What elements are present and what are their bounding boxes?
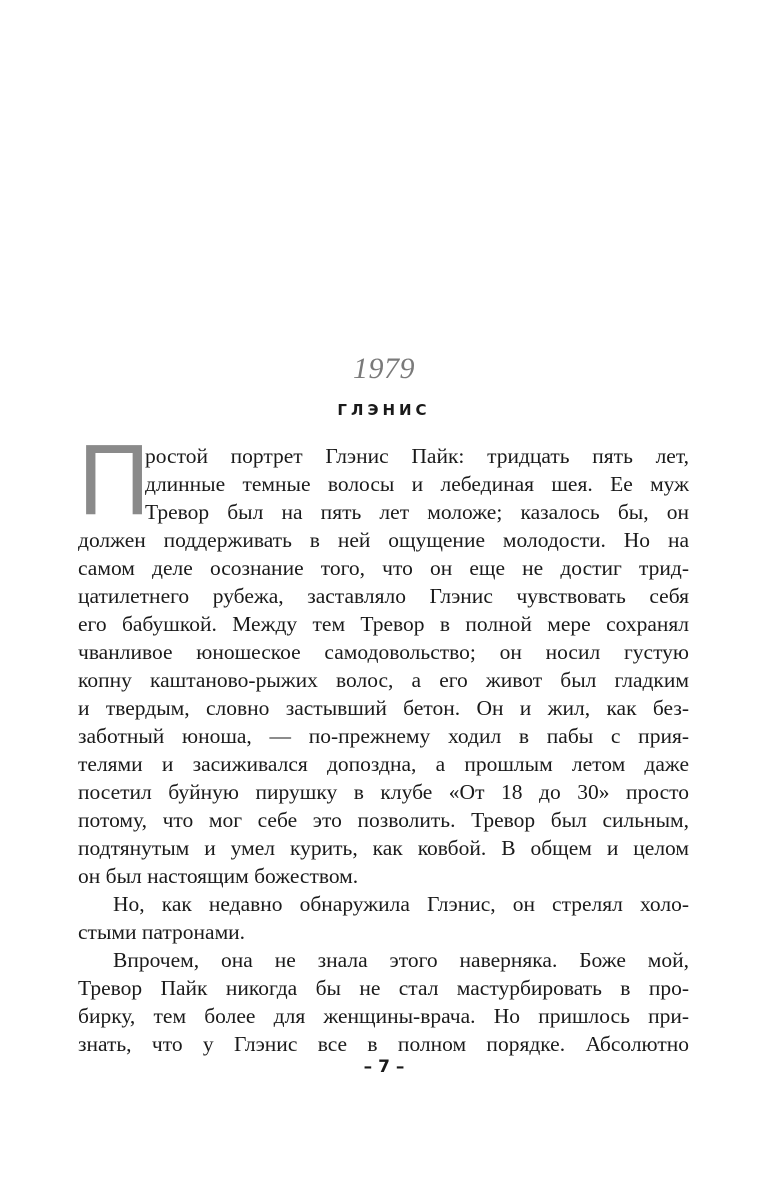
text-line: его бабушкой. Между тем Тревор в полной мере сохранял bbox=[78, 612, 689, 636]
text-line: длинные темные волосы и лебединая шея. Ее муж bbox=[145, 472, 689, 496]
text-line: цатилетнего рубежа, заставляло Глэнис чувствовать себя bbox=[78, 584, 689, 608]
text-line: копну каштаново-рыжих волос, а его живот был гладким bbox=[78, 668, 689, 692]
text-line: Тревор Пайк никогда бы не стал мастурбировать в про- bbox=[78, 976, 689, 1000]
text-line: посетил буйную пирушку в клубе «От 18 до 30» просто bbox=[78, 780, 689, 804]
text-line: телями и засиживался допоздна, а прошлым летом даже bbox=[78, 752, 689, 776]
text-line: и твердым, словно застывший бетон. Он и жил, как без- bbox=[78, 696, 689, 720]
text-line: заботный юноша, — по-прежнему ходил в пабы с прия- bbox=[78, 724, 689, 748]
text-line: Тревор был на пять лет моложе; казалось бы, он bbox=[145, 500, 689, 524]
text-line: Впрочем, она не знала этого наверняка. Боже мой, bbox=[113, 948, 689, 972]
text-line: чванливое юношеское самодовольство; он носил густую bbox=[78, 640, 689, 664]
text-line: знать, что у Глэнис все в полном порядке. Абсолютно bbox=[78, 1032, 689, 1056]
text-line: стыми патронами. bbox=[78, 920, 246, 944]
text-line: ростой портрет Глэнис Пайк: тридцать пять лет, bbox=[145, 444, 689, 468]
text-line: должен поддерживать в ней ощущение молодости. Но на bbox=[78, 528, 689, 552]
text-line: самом деле осознание того, что он еще не достиг трид- bbox=[78, 556, 689, 580]
text-line: подтянутым и умел курить, как ковбой. В общем и целом bbox=[78, 836, 689, 860]
chapter-year: 1979 bbox=[353, 352, 415, 385]
text-line: бирку, тем более для женщины-врача. Но пришлось при- bbox=[78, 1004, 689, 1028]
text-line: он был настоящим божеством. bbox=[78, 864, 359, 888]
chapter-title: ГЛЭНИС bbox=[337, 401, 431, 419]
text-line: потому, что мог себе это позволить. Тревор был сильным, bbox=[78, 808, 689, 832]
page-number: – 7 – bbox=[363, 1057, 405, 1077]
text-line: Но, как недавно обнаружила Глэнис, он стрелял холо- bbox=[113, 892, 689, 916]
drop-cap: П bbox=[78, 424, 150, 536]
